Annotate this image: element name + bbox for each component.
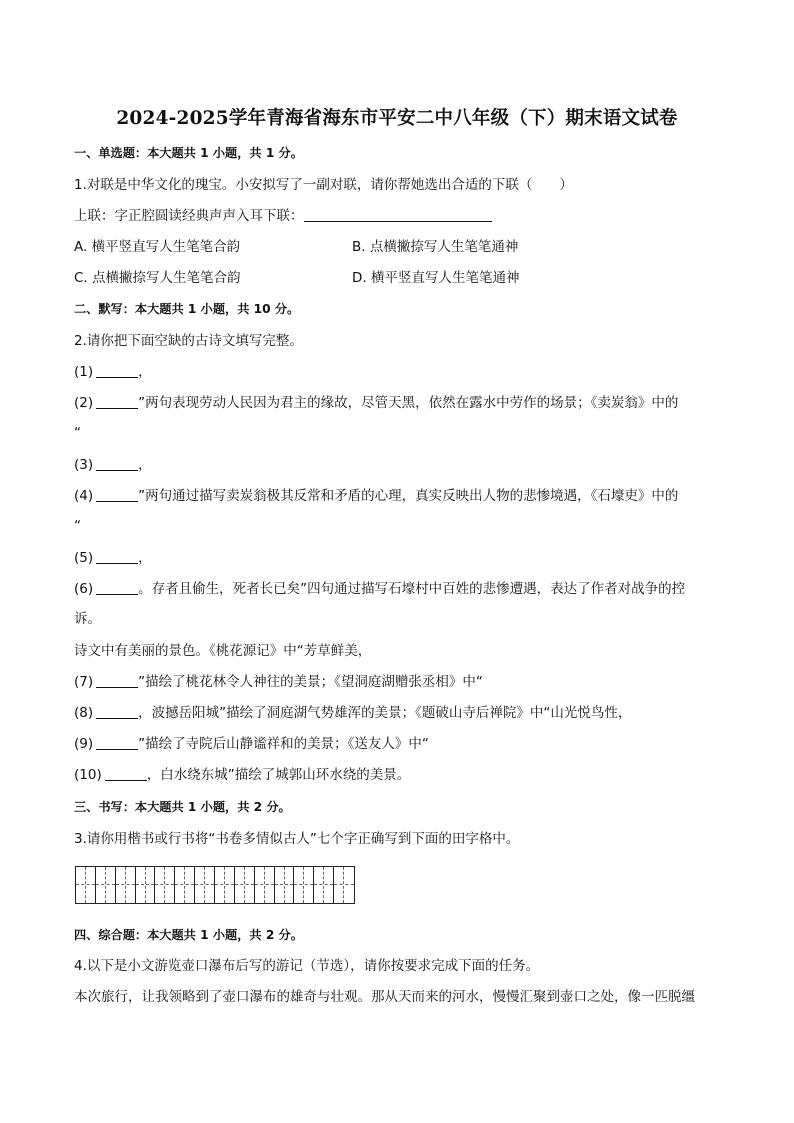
grid-cell[interactable] [76, 867, 96, 903]
section-heading-4: 四、综合题：本大题共 1 小题，共 2 分。 [74, 928, 303, 942]
item-number: (2) [74, 395, 94, 411]
tianzige-grid[interactable] [75, 866, 355, 904]
answer-blank[interactable] [96, 735, 138, 750]
grid-cell[interactable] [294, 867, 314, 903]
grid-cell[interactable] [334, 867, 354, 903]
line-text: ”两句通过描写卖炭翁极其反常和矛盾的心理，真实反映出人物的悲惨境遇，《石壕吏》中的 [138, 488, 679, 504]
fill-line-10 [74, 766, 410, 784]
grid-cell[interactable] [275, 867, 295, 903]
item-number: (5) [74, 550, 94, 566]
option-a[interactable]: A. 横平竖直写人生笔笔合韵 [74, 239, 241, 255]
fill-line-4-cont: “ [74, 518, 81, 534]
question-4-stem: 4.以下是小文游览壶口瀑布后写的游记（节选），请你按要求完成下面的任务。 [74, 958, 540, 974]
line-text: ， [138, 457, 152, 473]
line-text: ，白水绕东城”描绘了城郭山环水绕的美景。 [146, 767, 411, 783]
answer-blank[interactable] [96, 580, 138, 595]
grid-cell[interactable] [215, 867, 235, 903]
question-2-stem: 2.请你把下面空缺的古诗文填写完整。 [74, 333, 303, 349]
line-text: ”两句表现劳动人民因为君主的缘故，尽管天黑，依然在露水中劳作的场景；《卖炭翁》中的 [138, 395, 679, 411]
option-c[interactable]: C. 点横撇捺写人生笔笔合韵 [74, 270, 241, 286]
item-number: (4) [74, 488, 94, 504]
grid-cell[interactable] [175, 867, 195, 903]
answer-blank[interactable] [96, 456, 138, 471]
couplet-text: 上联：字正腔圆读经典声声入耳下联： [74, 208, 304, 224]
item-number: (8) [74, 705, 94, 721]
grid-cell[interactable] [255, 867, 275, 903]
answer-blank[interactable] [96, 487, 138, 502]
fill-line-8 [74, 704, 631, 722]
item-number: (3) [74, 457, 94, 473]
grid-cell[interactable] [155, 867, 175, 903]
answer-blank[interactable] [96, 704, 138, 719]
line-text: ”描绘了寺院后山静谧祥和的美景；《送友人》中“ [138, 736, 429, 752]
question-4-passage: 本次旅行，让我领略到了壶口瀑布的雄奇与壮观。那从天而来的河水，慢慢汇聚到壶口之处，像一匹脱缰 [74, 989, 695, 1005]
grid-cell[interactable] [136, 867, 156, 903]
item-number: (1) [74, 364, 94, 380]
couplet-answer-blank[interactable] [304, 207, 492, 222]
item-number: (9) [74, 736, 94, 752]
fill-line-9 [74, 735, 429, 753]
option-d[interactable]: D. 横平竖直写人生笔笔通神 [352, 270, 520, 286]
exam-title: 2024-2025学年青海省海东市平安二中八年级（下）期末语文试卷 [116, 108, 678, 129]
grid-cell[interactable] [195, 867, 215, 903]
section-heading-3: 三、书写：本大题共 1 小题，共 2 分。 [74, 800, 291, 814]
line-text: ， [138, 550, 152, 566]
question-3-stem: 3.请你用楷书或行书将“书卷多情似古人”七个字正确写到下面的田字格中。 [74, 831, 520, 847]
question-1-couplet [74, 207, 492, 225]
fill-line-1 [74, 363, 152, 381]
answer-blank[interactable] [105, 766, 147, 781]
scene-intro: 诗文中有美丽的景色。《桃花源记》中“芳草鲜美， [74, 643, 372, 659]
grid-cell[interactable] [116, 867, 136, 903]
fill-line-4 [74, 487, 678, 505]
grid-cell[interactable] [314, 867, 334, 903]
section-heading-2: 二、默写：本大题共 1 小题，共 10 分。 [74, 302, 300, 316]
line-text: ”描绘了桃花林令人神往的美景；《望洞庭湖赠张丞相》中“ [138, 674, 483, 690]
line-text: ，波撼岳阳城”描绘了洞庭湖气势雄浑的美景；《题破山寺后禅院》中“山光悦鸟性， [138, 705, 632, 721]
grid-cell[interactable] [96, 867, 116, 903]
line-text: 。存者且偷生，死者长已矣”四句通过描写石壕村中百姓的悲惨遭遇，表达了作者对战争的控 [138, 581, 686, 597]
fill-line-5 [74, 549, 152, 567]
fill-line-7 [74, 673, 483, 691]
section-heading-1: 一、单选题：本大题共 1 小题，共 1 分。 [74, 146, 303, 160]
grid-cell[interactable] [235, 867, 255, 903]
item-number: (10) [74, 767, 102, 783]
answer-blank[interactable] [96, 363, 138, 378]
fill-line-2-cont: “ [74, 425, 81, 441]
fill-line-3 [74, 456, 152, 474]
item-number: (6) [74, 581, 94, 597]
fill-line-6-cont: 诉。 [74, 611, 101, 627]
item-number: (7) [74, 674, 94, 690]
fill-line-6 [74, 580, 685, 598]
line-text: ， [138, 364, 152, 380]
answer-blank[interactable] [96, 673, 138, 688]
answer-blank[interactable] [96, 549, 138, 564]
answer-blank[interactable] [96, 394, 138, 409]
option-b[interactable]: B. 点横撇捺写人生笔笔通神 [352, 239, 519, 255]
fill-line-2 [74, 394, 678, 412]
question-1-stem: 1.对联是中华文化的瑰宝。小安拟写了一副对联，请你帮她选出合适的下联（ ） [74, 177, 573, 193]
